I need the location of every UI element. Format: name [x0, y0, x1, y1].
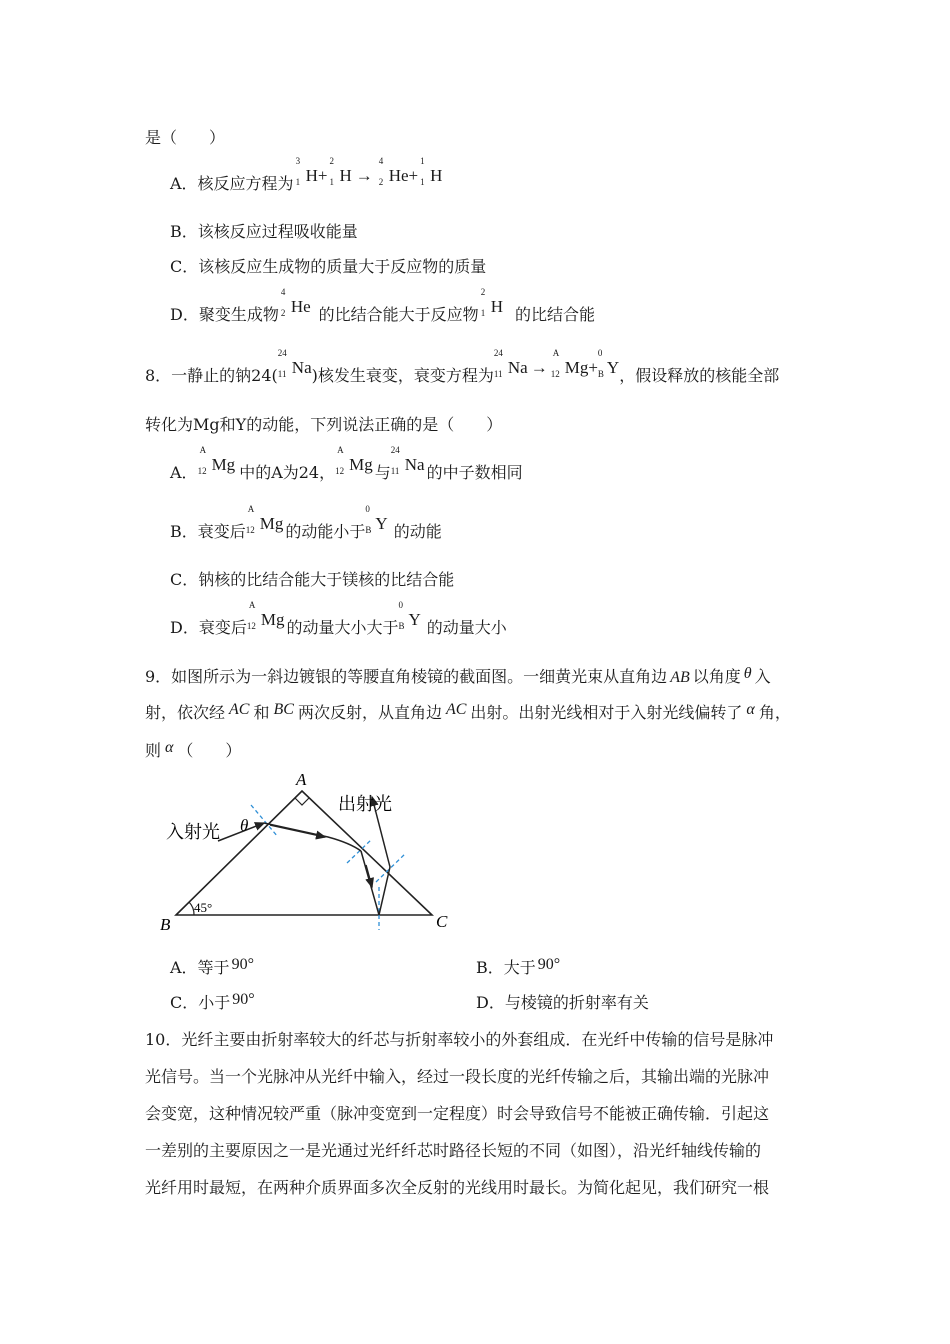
- right-angle-mark: [295, 798, 309, 805]
- q7-option-d[interactable]: [170, 287, 595, 325]
- label-vertex-b: B: [160, 915, 171, 934]
- q9-option-a-label: A．等于: [170, 958, 230, 977]
- q10-line: 一差别的主要原因之一是光通过光纤纤芯时路径长短的不同（如图），沿光纤轴线传输的: [145, 1141, 762, 1160]
- q8-option-a-label: A．: [170, 463, 198, 482]
- label-45: 45°: [194, 900, 213, 915]
- q8-option-b-label: B．衰变后: [170, 522, 246, 541]
- q8-text: 8．一静止的钠24(: [145, 366, 278, 385]
- q8-option-a[interactable]: [170, 445, 523, 483]
- q9-var-alpha: α: [165, 739, 174, 756]
- q9-option-b-label: B．大于: [476, 958, 536, 977]
- q8-option-b[interactable]: [170, 504, 442, 542]
- nuclide-h1: H 1 1: [420, 156, 443, 187]
- q9-var-ac: AC: [445, 701, 467, 718]
- q8-option-a-end: 的中子数相同: [426, 463, 523, 482]
- ray-arrow-1: [270, 825, 325, 837]
- nuclide-mg: Mg A 12: [550, 348, 589, 379]
- q8-option-b-mid: 的动能小于: [285, 522, 366, 541]
- q7-option-d-mid: 的比结合能大于反应物: [318, 305, 479, 324]
- nuclide-mg: Mg A 12: [246, 600, 285, 631]
- q7-option-d-end: 的比结合能: [514, 305, 595, 324]
- q8-option-a-mid: 中的A为24，: [239, 463, 336, 482]
- ray-to-bc: [361, 851, 379, 915]
- nuclide-he4: He 4 2: [280, 287, 311, 318]
- q10-line: 会变宽，这种情况较严重（脉冲变宽到一定程度）时会导致信号不能被正确传输．引起这: [145, 1104, 770, 1123]
- q9-stem-line3: [145, 741, 241, 762]
- nuclide-h2: H 2 1: [329, 156, 352, 187]
- q8-option-b-end: 的动能: [393, 522, 442, 541]
- q7-option-b[interactable]: B．该核反应过程吸收能量: [170, 222, 358, 241]
- label-vertex-c: C: [436, 912, 448, 931]
- q8-option-d-mid: 的动量大小大于: [286, 618, 399, 637]
- ray-up: [379, 867, 390, 915]
- q8-option-d-label: D．衰变后: [170, 618, 247, 637]
- q7-stem-tail: 是（ ）: [145, 128, 226, 147]
- plus-sign: +: [317, 166, 328, 185]
- prism-figure: [150, 765, 460, 935]
- q9-text: 角，: [758, 703, 791, 722]
- q7-option-d-label: D．聚变生成物: [170, 305, 279, 324]
- q9-text: （ ）: [177, 741, 242, 760]
- nuclide-y: Y 0 B: [398, 600, 421, 631]
- q9-option-c[interactable]: [170, 993, 255, 1014]
- label-incident: 入射光: [166, 822, 220, 843]
- nuclide-h3: H 3 1: [295, 156, 318, 187]
- nuclide-mg: Mg A 12: [245, 504, 284, 535]
- q8-option-d-end: 的动量大小: [426, 618, 507, 637]
- arrow-sign: →: [355, 166, 373, 185]
- q9-option-d[interactable]: D．与棱镜的折射率有关: [476, 993, 649, 1012]
- nuclide-mg: Mg A 12: [335, 445, 373, 476]
- q9-value-90: 90°: [231, 956, 254, 973]
- q8-option-c[interactable]: C．钠核的比结合能大于镁核的比结合能: [170, 570, 455, 589]
- q10-line: 光信号。当一个光脉冲从光纤中输入，经过一段长度的光纤传输之后，其输出端的光脉冲: [145, 1067, 770, 1086]
- q7-option-c[interactable]: C．该核反应生成物的质量大于反应物的质量: [170, 257, 487, 276]
- ray-arrow-2: [366, 865, 372, 887]
- q9-text: 以角度: [692, 667, 741, 686]
- q7-option-a-label: A．核反应方程为: [170, 174, 294, 193]
- q9-text: 入: [754, 667, 771, 686]
- q8-option-a-mid2: 与: [374, 463, 391, 482]
- q8-stem-line1: [145, 348, 780, 386]
- nuclide-h2: H 2 1: [480, 287, 503, 318]
- q9-option-b[interactable]: [476, 958, 560, 979]
- q8-option-d[interactable]: [170, 600, 507, 638]
- q9-text: 9．如图所示为一斜边镀银的等腰直角棱镜的截面图。一细黄光束从直角边: [145, 667, 668, 686]
- q10-line: 10．光纤主要由折射率较大的纤芯与折射率较小的外套组成．在光纤中传输的信号是脉冲: [145, 1030, 774, 1049]
- nuclide-y: Y 0 B: [365, 504, 388, 535]
- normal-line-ac1: [347, 839, 372, 863]
- nuclide-mg: Mg A 12: [197, 445, 236, 476]
- normal-line-ab: [251, 805, 278, 837]
- q9-var-ab: AB: [670, 669, 690, 686]
- q9-text: 则: [145, 741, 162, 760]
- q9-var-theta: θ: [743, 665, 752, 682]
- q9-stem-line1: [145, 667, 771, 688]
- q9-text: 两次反射，从直角边: [297, 703, 442, 722]
- nuclide-na24: Na 24 11: [277, 348, 312, 379]
- prism-triangle: [176, 791, 432, 915]
- nuclide-y: Y 0 B: [597, 348, 620, 379]
- q9-var-alpha: α: [746, 701, 755, 718]
- q7-option-a[interactable]: [170, 156, 443, 194]
- q9-option-a[interactable]: [170, 958, 254, 979]
- q9-value-90: 90°: [232, 991, 255, 1008]
- nuclide-na24: Na 24 11: [390, 445, 425, 476]
- q9-stem-line2: [145, 703, 791, 724]
- nuclide-na24: Na 24 11: [493, 348, 528, 379]
- q10-line: 光纤用时最短，在两种介质界面多次全反射的光线用时最长。为简化起见，我们研究一根: [145, 1178, 770, 1197]
- plus-sign: +: [588, 358, 598, 377]
- q9-option-c-label: C．小于: [170, 993, 231, 1012]
- q8-stem-line2: 转化为Mg和Y的动能，下列说法正确的是（ ）: [145, 415, 503, 434]
- q8-text: )核发生衰变，衰变方程为: [311, 366, 494, 385]
- q9-var-bc: BC: [273, 701, 294, 718]
- nuclide-he4: He 4 2: [378, 156, 409, 187]
- label-theta: θ: [240, 816, 249, 835]
- q9-text: 射，依次经: [145, 703, 226, 722]
- label-vertex-a: A: [296, 770, 307, 789]
- q9-var-ac: AC: [229, 701, 250, 718]
- label-exit: 出射光: [338, 794, 392, 815]
- plus-sign: +: [408, 166, 419, 185]
- q9-text: 和: [253, 703, 270, 722]
- q8-text: ，假设释放的核能全部: [619, 366, 780, 385]
- q9-value-90: 90°: [537, 956, 561, 973]
- arrow-sign: →: [530, 358, 548, 377]
- q9-text: 出射。出射光线相对于入射光线偏转了: [470, 703, 743, 722]
- normal-line-ac2: [376, 853, 406, 882]
